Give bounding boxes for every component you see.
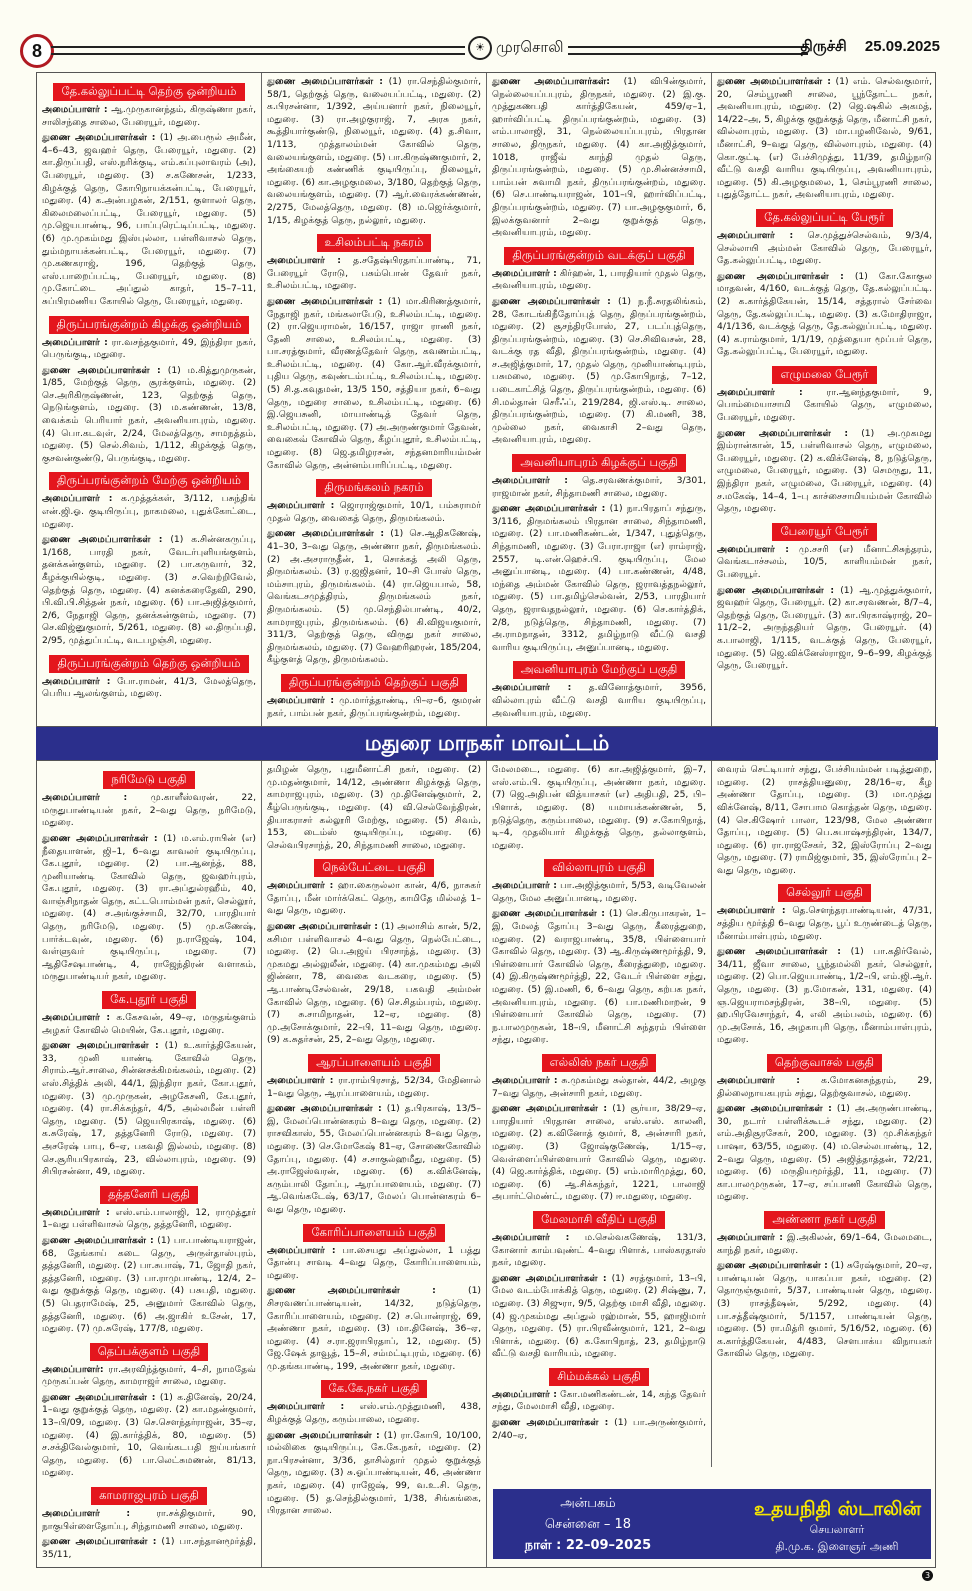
entry-text: தெ.சௌந்தரபாண்டியன், 47/31, சத்திய மூர்த்தி 6–வது தெரு, பூப் உருண்டைத் தெரு, மீனாம்பாள்புரம், மதுரை.	[717, 905, 933, 942]
section-heading-text: கே.கே.நகர் பகுதி	[321, 1380, 428, 1398]
entry-text: (1) ம.எம்.ராபின் (எ) நீதையாளன், ஜி–1, 6–வது காவலர் குடியிருப்பு, கே.புதூர், மதுரை. (2) பா.ஆனந்த், 88, முனியாண்டி கோவில் தெரு, ஜவஹர்புரம், கே.புதூர், மதுரை. (3) ரா.அப்துல்ரஹீம், 40, வாஞ்சிநாதன் தெரு, கட்டபொம்மன் நகர், செல்லூர், மதுரை. (4) ச.அங்குச்சாமி, 32/70, பாரதியார் தெரு, நரிமேடு, மதுரை. (5) மு.கணேஷ், பார்க்டவுன், மதுரை. (6) ந.ராஜேஷ், 104, வள்ளுவர் குடியிருப்பு, மதுரை. (7) ஆதிசேஷபாண்டி, 4, ராஜேந்திரன் வளாகம், மருதுபாண்டியர் நகர், மதுரை.	[42, 832, 257, 983]
entry-label: துணை அமைப்பாளர்கள் :	[267, 1285, 436, 1297]
appointment-entry	[267, 76, 481, 227]
appointment-entry	[267, 1285, 481, 1373]
entry-label: அமைப்பாளர் :	[267, 255, 341, 267]
page-number: 8	[20, 34, 54, 68]
entry-label: அமைப்பாளர் :	[42, 336, 108, 348]
appointment-entry	[267, 500, 481, 525]
entry-text: ரா.வசந்தகுமார், 49, இந்திரா நகர், பெருங்குடி, மதுரை.	[42, 336, 256, 361]
section-heading	[717, 520, 932, 541]
appointment-entry	[42, 1235, 256, 1336]
section-heading-text: அவனியாபுரம் மேற்குப் பகுதி	[513, 661, 686, 679]
appointment-entry	[42, 365, 256, 466]
section-heading-text: செல்லூர் பகுதி	[778, 884, 871, 902]
date-line: நாள் : 22–09–2025	[524, 1538, 652, 1554]
section-heading-text: திருமங்கலம் நகரம்	[316, 479, 431, 497]
section-heading-text: அவனியாபுரம் கிழக்குப் பகுதி	[512, 454, 685, 472]
appointment-entry	[42, 1392, 256, 1480]
column	[37, 73, 262, 726]
entry-text: எஸ்.எம்.முத்துமணி, 438, கிழக்குத் தெரு, கரும்பாலை, மதுரை.	[267, 1401, 482, 1426]
entry-text: (1) எம். செல்வகுமார், 20, செம்பூரணி சாலை, பூந்தோட்ட நகர், அவனியாபுரம், மதுரை. (2) ஜெ.ஷகில் அகமத், 14/22–அ, 5, கிழக்கு குறுக்குத் தெரு, மீனாட்சி நகர், வில்லாபுரம், மதுரை. (3) மா.பழனிவேல், 9/61, மீனாட்சி, 9–வது தெரு, வில்லாபுரம், மதுரை. (4) கொ.குட்டி (எ) பேச்சிமுத்து, 11/39, தமிழ்நாடு வீட்டு வசதி வாரிய குடியிருப்பு, அவனியாபுரம், மதுரை. (5) கி.அழகுமலை, 1, செம்பூரணி சாலை, புதுத்தோட்ட நகர், அவனியாபுரம், மதுரை.	[717, 76, 932, 201]
appointment-entry	[717, 764, 932, 877]
appointment-entry	[42, 1508, 256, 1533]
section-heading-text: திருப்பரங்குன்றம் மேற்கு ஒன்றியம்	[49, 472, 249, 490]
section-heading-text: கே.புதூர் பகுதி	[102, 991, 196, 1009]
section-heading	[717, 1208, 932, 1229]
entry-text: க.மோகனசுந்தரம், 29, தில்லைநாயகபுரம் சந்து, தெற்குவாசல், மதுரை.	[717, 1075, 933, 1099]
entry-label: துணை அமைப்பாளர்கள் :	[267, 295, 383, 307]
entry-text: (1) சூர்யா, 38/29–ஏ, பாரதியார் பிரதான சாலை, எஸ்.எஸ். காலனி, மதுரை. (2) க.வினோத் குமார், 8, அன்சாரி நகர், மதுரை. (3) ஜோஷ்குணேஷ், 1/15–ஏ, வெள்ளைப்பிள்ளையார் கோவில் தெரு, மதுரை. (4) ஜெ.கார்த்திக், மதுரை. (5) எம்.மாரிமுத்து, 60, மதுரை. (6) ஆ.சிக்கந்தர், 1221, பாலாஜி அபார்ட்மெண்ட், மதுரை. (7) ஈ.மதுரை, மதுரை.	[492, 1103, 707, 1203]
section-heading	[42, 988, 256, 1009]
section-heading-text: நெல்பேட்டை பகுதி	[314, 859, 434, 877]
appointment-entry	[42, 792, 256, 830]
entry-label: துணை அமைப்பாளர்கள் :	[492, 295, 611, 307]
appointment-entry	[267, 255, 481, 293]
entry-label: துணை அமைப்பாளர்கள் :	[267, 921, 378, 933]
entry-text: ரா.ஆனந்தகுமார், 9, பொம்மையாசாமி கோயில் தெரு, எழுமலை, பேரையூர், மதுரை.	[717, 386, 933, 424]
entry-text: (1) செ.ஆதிகணேஷ், 41–30, 3–வது தெரு, அண்ணா நகர், திருமங்கலம். (2) அ.அசராருதீன், 1, சொக்கத் அலி தெரு, திருமங்கலம். (3) ர.ஜஜிதனர், 10–சி போஸ் தெரு, மம்சாபுரம், திருமங்கலம். (4) ரா.ஜெயபால், 58, வெங்கடசமுத்திரம், திருமங்கலம் நகர், திருமங்கலம். (5) மு.செந்தில்பாண்டி, 40/2, காமராஜபுரம், திருமங்கலம். (6) கி.விஜயகுமார், 311/3, தெற்குத் தெரு, விருது நகர் சாலை, திருமங்கலம், மதுரை. (7) வேஹரிஹரன், 185/204, கீழ்குளத் தெரு, திருமங்கலம்.	[267, 528, 482, 666]
section-heading-text: தத்தனேரி பகுதி	[100, 1186, 198, 1204]
section-heading-text: காமராஜபுரம் பகுதி	[91, 1487, 207, 1505]
entry-text: செ.முத்துச்செல்வம், 9/3/4, செல்லாயி அம்மன் கோவில் தெரு, பேரையூர், தே.கல்லுப்பட்டி, மதுரை.	[717, 229, 932, 267]
entry-text: (1) சிசரவணப்பாண்டியன், 14/32, நடுத்தெரு, கோரிப்பாளையம், மதுரை. (2) ச.பொன்ராஜ், 69, அண்ணா நகர், மதுரை. (3) மா.தினேஷ், 36–ஏ, மதுரை. (4) ச.ரா.ஜராபிரதாப், 12, மதுரை. (5) ஜே.ஷேக் தாவூத், 15–சி, சம்மட்டிபுரம், மதுரை. (6) மு.தங்கபாண்டி, 199, அண்ணா நகர், மதுரை.	[267, 1285, 481, 1372]
entry-text: (1) உ.கார்த்திகேயன், 33, முனி யாண்டி கோவில் தெரு, சிராம்.ஆர்.சாலை, சின்னசக்கிமங்கலம், மதுரை. (2) எஸ்.சித்திக் அலி, 44/1, இந்திரா நகர், கோ.புதூர், மதுரை. (3) மு.முருகன், அழகேசனி, கே.புதூர், மதுரை. (4) ரா.சிக்கந்தர், 4/5, அல்லமீன் பள்ளி தெரு, மதுரை. (5) ஜெயபிரகாஷ், மதுரை. (6) க.சுரேஷ், 17, தத்தனேரி ரோடு, மதுரை. (7) அசரேஷ் பாபு, 6–ஏ, பகவதி இல்லம், மதுரை. (8) செ.சூரியபிரகாஷ், 23, வில்லாபுரம், மதுரை. (9) சிபிரசன்னா, 49, மதுரை.	[42, 1040, 257, 1178]
section-heading	[42, 1484, 256, 1505]
entry-label: அமைப்பாளர் :	[492, 682, 572, 694]
entry-label: துணை அமைப்பாளர்கள் :	[42, 1536, 157, 1548]
section-heading-text: சிம்மக்கல் பகுதி	[549, 1368, 649, 1386]
section-heading-text: தெப்பக்குளம் பகுதி	[90, 1343, 208, 1361]
entry-label: அமைப்பாளர் :	[42, 675, 111, 687]
entry-text: கோ.மணிகண்டன், 14, கந்த தேவர் சந்து, மேலமாசி வீதி, மதுரை.	[492, 1388, 707, 1413]
entry-label: துணை அமைப்பாளர்கள் :	[42, 832, 158, 844]
section-heading	[492, 1051, 706, 1072]
appointment-entry	[717, 1075, 932, 1100]
appointment-entry	[267, 1245, 481, 1283]
place-line: அன்பகம்	[560, 1496, 616, 1512]
appointment-entry	[717, 585, 932, 673]
section-heading	[717, 881, 932, 902]
section-heading-text: எழுமலை பேரூர்	[772, 366, 876, 384]
entry-text: (1) பா.அருண்குமார், 2/40–ஏ,	[492, 1417, 706, 1441]
masthead	[468, 36, 564, 60]
appointment-entry	[492, 1103, 706, 1204]
appointment-entry	[717, 271, 932, 359]
appointment-entry	[42, 1536, 256, 1561]
entry-label: துணை அமைப்பாளர்கள் :	[42, 132, 156, 144]
entry-text: (1) பா.கதிர்வேல், 34/11, ஜீவா சாலை, பூந்தமல்லி நகர், செல்லூர், மதுரை. (2) பொ.ஜெயபாண்டி, 1/2–பி, எம்.ஜி.ஆர். தெரு, மதுரை. (3) ந.மோகன், 131, மதுரை. (4) ஞ.ஜெயராமசந்திரன், 38–பி, மதுரை. (5) ஹ.பிரவேசாந்தர், 4, எலி அம்பலம், மதுரை. (6) மு.அசோக், 16, அழகாபுரி தெரு, மீனாம்பாள்புரம், மதுரை.	[717, 946, 932, 1046]
section-heading	[717, 206, 932, 227]
appointment-entry	[492, 880, 706, 905]
entry-label: அமைப்பாளர் :	[717, 229, 794, 241]
entry-label: துணை அமைப்பாளர்கள் :	[42, 364, 161, 376]
section-heading-text: தே.கல்லுப்பட்டி பேரூர்	[756, 209, 893, 227]
section-heading	[267, 856, 481, 877]
section-heading-text: கோரிப்பாளையம் பகுதி	[303, 1224, 444, 1242]
appointment-entry	[492, 475, 706, 500]
entry-label: துணை அமைப்பாளர்கள் :	[717, 584, 834, 596]
entry-text: இ.அகிலன், 69/1–64, மேலமடை, காந்தி நகர், மதுரை.	[717, 1231, 932, 1256]
entry-label: அமைப்பாளர் :	[267, 1244, 336, 1256]
entry-label: துணை அமைப்பாளர்கள் :	[717, 270, 844, 282]
section-heading	[717, 363, 932, 384]
section-heading-text: நரிமேடு பகுதி	[103, 771, 194, 789]
section-heading-text: வில்லாபுரம் பகுதி	[544, 859, 654, 877]
entry-text: (1) ரா.கோபி, 10/100, மல்லிகை குடியிருப்பு, கே.கே.நகர், மதுரை. (2) நா.பிரசன்னா, 3/36, தாசில்தார் முதல் குறுக்குத் தெரு, மதுரை. (3) சு.ஓப்பாண்டியன், 46, அண்ணா நகர், மதுரை. (4) ராஜேஷ், 99, வ.உ.சி. தெரு, மதுரை. (5) த.செந்தில்குமார், 1/38, சிங்கங்கை, பிரதான சாலை.	[267, 1429, 481, 1517]
district-banner: மதுரை மாநகர் மாவட்டம்	[36, 727, 938, 760]
section-heading-text: திருப்பரங்குன்றம் வடக்குப் பகுதி	[504, 247, 693, 265]
entry-label: அமைப்பாளர்:	[42, 1363, 104, 1375]
entry-label: அமைப்பாளர் :	[492, 1075, 558, 1086]
entry-text: (1) மா.கிரிணத்குமார், நேதாஜி நகர், மங்கலாபேடு, உசிலம்பட்டி, மதுரை. (2) ரா.ஜெயராமன், 16/157, ராஜா ராணி நகர், தேனி சாலை, உசிலம்பட்டி, மதுரை. (3) பா.சரத்குமார், வீரணத்தேவர் தெரு, கவணம்பட்டி, உசிலம்பட்டி, மதுரை. (4) கோ.ஆர்.வீரக்குமார், புதிய தெரு, கவுண்டம்பட்டி, உசிலம்பட்டி, மதுரை. (5) சி.த.கவுதமன், 13/5 150, சத்தியா நகர், 6–வது தெரு, மதுரை சாலை, உசிலம்பட்டி, மதுரை. (6) இ.ஜெயசுனி, மாயாண்டித் தேவர் தெரு, உசிலம்பட்டி, மதுரை. (7) அ.அருண்குமார் தேவன், வைகைவ் கோவில் தெரு, கீழப்புதூர், உசிலம்பட்டி, மதுரை. (8) ஜெ.தமிழரசன், சந்தனமாரியம்மன் கோவில் தெரு, அன்னம்பாரிப்பட்டி, மதுரை.	[267, 295, 482, 471]
entry-text: ஜொராஜ்குமார், 10/1, பம்சுராமர் முதல் தெரு, வைகைத் தெரு, திருமங்கலம்.	[267, 500, 482, 524]
entry-label: அமைப்பாளர் :	[717, 386, 803, 398]
signatory-organization: தி.மு.க. இளைஞர் அணி	[775, 1540, 899, 1554]
column	[37, 761, 262, 1567]
appointment-entry	[492, 764, 706, 852]
section-heading-text: அண்ணா நகர் பகுதி	[764, 1211, 884, 1229]
section-heading	[717, 1051, 932, 1072]
masthead-title: முரசொலி	[496, 38, 564, 56]
entry-text: ஹா.கைருல்லா கான், 4/6, நாசுகர் தோப்பு, மீன் மார்க்கெட் தெரு, காமிதே மில்லத் 1–வது தெரு, மதுரை.	[267, 880, 481, 917]
entry-label: அமைப்பாளர் :	[717, 905, 786, 917]
entry-label: துணை அமைப்பாளர்கள் :	[267, 1429, 380, 1441]
entry-label: அமைப்பாளர் :	[492, 880, 557, 892]
column	[262, 73, 487, 726]
entry-label: அமைப்பாளர் :	[42, 104, 108, 115]
entry-text: எஸ்.எம்.பாலாஜி, 12, ராமுத்தூர் 1–வது பள்ளிவாசல் தெரு, தத்தனேரி, மதுரை.	[42, 1206, 257, 1231]
entry-label: துணை அமைப்பாளர்கள் :	[492, 1103, 608, 1115]
section-heading	[267, 231, 481, 252]
entry-text: க.கேசவன், 49–ஏ, மருதங்குளம் அழகர் கோவில் மெயின், கே.புதூர், மதுரை.	[42, 1012, 256, 1036]
section-heading	[42, 1340, 256, 1361]
appointment-entry	[42, 337, 256, 362]
top-section	[36, 72, 936, 727]
section-heading-text: ஆரப்பாளையம் பகுதி	[308, 1054, 440, 1072]
section-heading	[267, 1051, 481, 1072]
header-rule	[51, 46, 465, 55]
appointment-entry	[492, 682, 706, 720]
entry-label: துணை அமைப்பாளர்கள் :	[717, 1260, 828, 1272]
section-heading-text: திருப்பரங்குன்றம் தெற்குப் பகுதி	[281, 674, 467, 692]
entry-text: மேலமடை, மதுரை. (6) கா.அஜித்குமார், இ–7, எஸ்.எம்.பி. குடியிருப்பு, அண்ணா நகர், மதுரை. (7) ஜெ.அதிபன் வித்யாசகர் (எ) அதிபதி, 25, பி–பிளாக், மதுரை. (8) யமாயக்கண்ணன், 5, நடுத்தெரு, கரும்பாலை, மதுரை. (9) ச.கோபிநாத், டி–4, முதலியார் கிழக்குத் தெரு, தல்லாகுளம், மதுரை.	[492, 764, 706, 851]
entry-label: துணை அமைப்பாளர்கள் :	[717, 427, 849, 439]
entry-text: (1) அலாசிம் கான், 5/2, கசிமா பள்ளிவாசல் 4–வது தெரு, நெல்பேட்டை, மதுரை. (2) பெ.அஜய் பிரசாந்த், மதுரை. (3) முகமது அல்லுலீன், மதுரை. (4) கா.முகம்மது அலி ஜின்னா, 78, வைகை வடகரை, மதுரை. (5) ஆ.பாண்டிசேல்வன், 29/18, பகவதி அம்மன் கோவில் தெரு, மதுரை. (6) செ.சிதம்பரம், மதுரை. (7) சு.சாமிநாதன், 12–ஏ, மதுரை. (8) மு.அசோக்குமார், 22–பி, 11–வது தெரு, மதுரை. (9) க.சுதர்சன், 25, 2–வது தெரு, மதுரை.	[267, 921, 481, 1046]
entry-text: சு.முகம்மது சுல்தான், 44/2, அழகு 7–வது தெரு, அன்சாரி நகர், மதுரை.	[492, 1075, 707, 1099]
entry-label: அமைப்பாளர் :	[717, 543, 789, 555]
entry-text: க.முத்தக்கள், 3/112, பசுந்திங் என்.ஜி.ஓ. குடியிருப்பு, நாகமலை, புதுக்கோட்டை, மதுரை.	[42, 493, 256, 530]
appointment-entry	[492, 1075, 706, 1100]
entry-text: ரா.சக்திகுமார், 90, நாகுபிள்ளைதோப்பு, சிந்தாமணி சாலை, மதுரை.	[42, 1508, 257, 1532]
entry-label: அமைப்பாளர் :	[492, 475, 568, 487]
entry-label: துணை அமைப்பாளர்கள் :	[717, 76, 831, 87]
column	[712, 73, 937, 726]
appointment-entry	[267, 1075, 481, 1100]
section-heading-text: பேரையூர் பேரூர்	[772, 523, 876, 541]
appointment-entry	[492, 908, 706, 1047]
appointment-entry	[42, 104, 256, 129]
section-heading	[492, 1365, 706, 1386]
section-heading	[492, 1208, 706, 1229]
appointment-entry	[42, 1012, 256, 1037]
entry-label: அமைப்பாளர் :	[267, 500, 335, 512]
signatory-designation: செயலாளர்	[809, 1523, 865, 1537]
entry-text: (1) க.தினேஷ், 20/24, 1–வது குறுக்குத் தெரு, மதுரை. (2) கா.மதன்குமார், 13–பி/09, மதுரை. (3) செ.சௌந்தர்ராஜன், 35–ஏ, மதுரை. (4) இ.கார்த்திக், 80, மதுரை. (5) ச.சக்திவேல்குமார், 10, வெங்கடபதி ஐய்யங்கார் தெரு, மதுரை. (6) பா.லெட்சுமணன், 81/13, மதுரை.	[42, 1391, 257, 1479]
appointment-entry	[42, 1207, 256, 1232]
entry-text: ரா.அரவிந்த்குமார், 4–சி, நாமதேவ் முருகப்பன் தெரு, காமராஜர் சாலை, மதுரை.	[42, 1363, 256, 1388]
entry-text: ஆ.முருகானந்தம், கிருஷ்ணா நகர், சாலிசந்தை சாலை, பேரையூர், மதுரை.	[42, 104, 257, 128]
entry-text: (1) த.பிரகாஷ், 13/5–இ, மேலப்பொன்னகரம் 8–வது தெரு, மதுரை. (2) ராசவிகாஸ், 55, மேலப்பொன்னகரம் 8–வது தெரு, மதுரை. (3) செ.மோகேஷ் 81–ஏ, சோணைகோவில் தோப்பு, மதுரை. (4) ச.சாகுல்ஹமீது, மதுரை. (5) அ.ராஜேஸ்வரன், மதுரை. (6) க.விக்னேஷ், கரும்பாலி தோப்பு, ஆரப்பாளையம், மதுரை. (7) ஆ.வெங்கடேஷ், 63/17, மேலப் பொன்னகரம் 6–வது தெரு, மதுரை.	[267, 1103, 481, 1215]
section-heading	[492, 658, 706, 679]
column	[487, 761, 712, 1467]
section-heading	[492, 856, 706, 877]
entry-label: அமைப்பாளர் :	[42, 1012, 111, 1024]
entry-label: துணை அமைப்பாளர்கள் :	[717, 946, 841, 958]
section-heading	[267, 476, 481, 497]
entry-text: வைரம் செட்டியார் சந்து, பேச்சியம்மன் படித்துறை, மதுரை. (2) ராசத்தியனுரை, 28/16–ஏ, கீழ அண்ணா தோப்பு, மதுரை. (3) மா.முத்து விக்னேஷ், 8/11, சோபாம கொத்தன் தெரு, மதுரை. (4) செ.கிஷோர் பாலா, 123/98, மேல அண்ணா தோப்பு, மதுரை. (5) பெ.சுபாஷ்சந்திரன், 134/7, மதுரை. (6) ரா.ராஜசேகர், 32, இஸ்ரோப்பு 2–வது தெரு, மதுரை. (7) ராமிஜ்குமார், 35, இஸ்ரோப்பு 2–வது தெரு, மதுரை.	[717, 764, 932, 876]
entry-text: (1) பா.சந்தானமூர்த்தி, 35/11,	[42, 1536, 257, 1560]
section-heading	[492, 244, 706, 265]
appointment-entry	[717, 905, 932, 943]
appointment-entry	[267, 296, 481, 472]
entry-text: (1) ம.கித்துமுருகன், 1/85, மேற்குத் தெரு, சூரக்குளம், மதுரை. (2) செ.அரிகிருஷ்ணன், 123, தெற்குத் தெரு, நெடுங்குளம், மதுரை. (3) ம.கண்ணன், 13/8, வைக்கம் பெரியார் நகர், அவனியாபுரம், மதுரை. (4) பொ.கடவுள், 2/24, மேலத்தெரு, சாமநத்தம், மதுரை. (5) செல்.சிவம், 1/112, கிழக்குத் தெரு, குசவன்குண்டு, பெருங்குடி, மதுரை.	[42, 364, 257, 464]
appointment-entry	[42, 132, 256, 308]
section-heading	[42, 652, 256, 673]
entry-text: (1) ரா.செந்தில்குமார், 58/1, தெற்குத் தெரு, வலையப்பட்டி, மதுரை. (2) க.பிரசன்னா, 1/392, அய்யனார் நகர், நிலையூர், மதுரை. (3) ரா.அழகுராஜ், 7, அரசு நகர், கூத்தியார்குண்டு, நிலையூர், மதுரை. (4) த.சிவா, 1/113, முத்தாலம்மன் கோவில் தெரு, வலையங்குளம், மதுரை. (5) பா.கிருஷ்ணகுமார், 2, அங்கையற் கண்ணிக் குடியிருப்பு, நிலையூர், மதுரை. (6) கா.அழகுமலை, 3/180, தெற்குத் தெரு, வலையங்குளம், மதுரை. (7) ஆர்.வைரக்கண்ணன், 2/275, மேலத்தெரு, மதுரை. (8) ம.ஜெர்க்குமார், 1/15, கிழக்குத் தெரு, நல்லூர், மதுரை.	[267, 76, 482, 226]
section-heading-text: தே.கல்லுப்பட்டி தெற்கு ஒன்றியம்	[53, 83, 244, 101]
section-heading	[42, 313, 256, 334]
entry-text: போ.ராமன், 41/3, மேலத்தெரு, பெரிய ஆலங்குளம், மதுரை.	[42, 675, 256, 700]
edition-info	[787, 38, 941, 57]
entry-text: (1) நா.பிரதாப் சந்துரு, 3/116, திருமங்கலம் பிரதான சாலை, சிந்தாமணி, மதுரை. (2) பா.மணிகண்டன், 1/347, புதுத்தெரு, சிந்தாமணி, மதுரை. (3) பேரா.ராஜா (எ) ராம்ராஜ், 2557, டி.என்.ஹெச்.பி. குடியிருப்பு, மேல அனுப்பானடி, மதுரை. (4) பா.கண்ணன், 4/48, மந்தை அம்மன் கோவில் தெரு, ஜராவத்தநல்லூர், மதுரை. (5) பா.தமிழ்செல்வன், 2/53, பாரதியார் தெரு, ஜராவதநல்லூர், மதுரை. (6) செ.கார்த்திக், 2/8, நடுத்தெரு, சிந்தாமணி, மதுரை. (7) அ.ராமநாதன், 3312, தமிழ்நாடு வீட்டு வசதி வாரிய குடியிருப்பு, அனுப்பானடி, மதுரை.	[492, 503, 707, 653]
bottom-section	[36, 760, 936, 1568]
rising-sun-emblem-icon: ☀	[468, 36, 492, 60]
entry-text: (1) சுரேஷ்குமார், 20–ஏ, பாண்டியன் தெரு, யாகப்பா நகர், மதுரை. (2) தொருஞ்குமார், 5/37, பாண்டியன் தெரு, மதுரை. (3) ராசத்தீஷன், 5/292, மதுரை. (4) பா.சத்தீஷ்குமார், 5/1157, பாண்டியன் தெரு, மதுரை. (5) ரா.மித்ரி குமார், 5/16/52, மதுரை. (6) க.கார்த்திகேயன், 4/483, சௌபாக்ய விநாயகர் கோவில் தெரு, மதுரை.	[717, 1260, 933, 1360]
entry-text: (1) செ.கிருபாகரன், 1–இ, மேலத் தோப்பு 3–வது தெரு, கீரைத்துறை, மதுரை. (2) வராஜபாண்டி, 35/8, பிள்ளையார் கோவில் தெரு, மதுரை. (3) ஆ.கிருஷ்ணமூர்த்தி, 9, பிள்ளையார் கோவில் தெரு, கீரைத்துறை, மதுரை. (4) இ.கிருஷ்ணமூர்த்தி, 22, வேடர் பிள்ளை சந்து, மதுரை. (5) இ.மணி, 6, 6–வது தெரு, கற்பக நகர், அவனியாபுரம், மதுரை. (6) பா.மணிமாறன், 9 பிள்ளையார் கோவில் தெரு, மதுரை. (7) ந.பாலமுருகன், 18–பி, மீனாட்சி சுந்தரம் பிள்ளை சந்து, மதுரை.	[492, 908, 707, 1046]
signatory-name: உதயநிதி ஸ்டாலின்	[753, 1498, 921, 1521]
entry-label: துணை அமைப்பாளர்கள் :	[492, 908, 605, 920]
entry-label: துணை அமைப்பாளர்கள் :	[492, 1272, 607, 1284]
appointment-entry	[492, 503, 706, 654]
appointment-entry	[717, 1103, 932, 1204]
entry-label: அமைப்பாளர் :	[42, 1508, 131, 1520]
section-heading	[267, 1377, 481, 1398]
entry-text: தெ.சரவணக்குமார், 3/301, ராஜமான் நகர், சிந்தாமணி சாலை, மதுரை.	[492, 475, 706, 499]
appointment-entry	[42, 493, 256, 531]
entry-label: அமைப்பாளர் :	[267, 880, 334, 892]
entry-label: துணை அமைப்பாளர்கள் :	[42, 1040, 159, 1052]
appointment-entry	[717, 428, 932, 516]
section-heading	[492, 451, 706, 472]
column	[712, 761, 937, 1467]
appointment-entry	[267, 921, 481, 1047]
section-heading	[267, 1221, 481, 1242]
entry-label: அமைப்பாளர் :	[492, 1231, 570, 1243]
entry-text: மு.மார்த்தாண்டி, பி–ஏ–6, குமரன் நகர், பாம்பன் நகர், திருப்பரங்குன்றம், மதுரை.	[267, 694, 482, 719]
entry-text: (1) அ.அருண்பாண்டி, 30, நடார் பள்ளிக்கூடச் சந்து, மதுரை. (2) எம்.அதிசூரசேகர், 200, மதுரை. (3) மு.சிக்கந்தர் பாஷா, 63/55, மதுரை. (4) ம.செல்லபாண்டி, 12, 2–வது தெரு, மதுரை. (5) அஜித்தாத்தன், 72/21, மதுரை. (6) மருதியமூர்த்தி, 11, மதுரை. (7) கா.பாலமுருகன், 17–ஏ, சப்பாணி கோவில் தெரு, மதுரை.	[717, 1103, 933, 1203]
section-heading-text: மேலமாசி வீதிப் பகுதி	[533, 1211, 665, 1229]
appointment-entry	[717, 1232, 932, 1257]
appointment-entry	[267, 1103, 481, 1216]
entry-text: (1) ஆ.முத்துக்குமார், ஜவஹர் தெரு, பேரையூர். (2) கா.சரவணன், 8/7–4, தெற்குத் தெரு, பேரையூர். (3) கா.பிரகாஷ்ராஜ், 20–11/2–2, அருந்ததியர் தெரு, பேரையூர். (4) க.பாலாஜி, 1/115, வடக்குத் தெரு, பேரையூர், மதுரை. (5) ஜெ.விக்னேஸ்ராஜா, 9–6–99, கிழக்குத் தெரு, பேரையூர்.	[717, 584, 933, 672]
appointment-entry	[42, 1364, 256, 1389]
entry-label: அமைப்பாளர் :	[42, 493, 113, 505]
entry-label: துணை அமைப்பாளர்கள்:	[492, 76, 610, 87]
section-heading	[42, 768, 256, 789]
appointment-entry	[492, 1417, 706, 1442]
header-rule	[568, 46, 808, 55]
appointment-entry	[42, 833, 256, 984]
entry-text: (1) அ.பைரூல் அமீன், 4–6–43, ஜவஹர் தெரு, பேரையூர், மதுரை. (2) கா.திருப்பதி, எஸ்.நரிக்குடி, எம்.கப்புலாவரம் (அ), பேரையூர், மதுரை. (3) ச.கணேசன், 1/233, கிழக்குத் தெரு, கோபிநாயக்கன்பட்டி, பேரையூர், மதுரை. (4) க.அன்பழகன், 2/151, குளாலர் தெரு, கிலைமலைப்பட்டி, பேரையூர், மதுரை. (5) மு.ஜெயபாண்டி, 96, பாப்புரெட்டிப்பட்டி, மதுரை. (6) மு.முகம்மது இஸ்புல்லா, பள்ளிவாசல் தெரு, தும்மநாயக்கன்பட்டி, பேரையூர், மதுரை. (7) மு.கணகராஜ், 196, தெற்குத் தெரு, எஸ்.பாறைப்பட்டி, பேரையூர், மதுரை. (8) மு.கோட்டை அப்துல் காதர், 15–7–11, சுப்பிரமணிய கோயில் தெரு, பேரையூர், மதுரை.	[42, 132, 257, 307]
section-heading	[42, 1183, 256, 1204]
entry-label: அமைப்பாளர் :	[267, 1075, 334, 1086]
entry-text: த.சதேஷ்பிரதாப்பாண்டி, 71, பேரையூர் ரோடு, பசும்பொன் தேவர் நகர், உசிலம்பட்டி, மதுரை.	[267, 255, 482, 292]
entry-text: (1) கோ.கோகுல மாதவன், 4/160, வடக்குத் தெரு, தே.கல்லுப்பட்டி. (2) க.கார்த்திகேயன், 15/14, சத்தரால் சேர்வை தெரு, தே.கல்லுப்பட்டி, மதுரை. (3) க.மோதிராஜா, 4/1/136, வடக்குத் தெரு, தே.கல்லுப்பட்டி, மதுரை. (4) க.ராம்குமார், 1/1/19, முத்தையா மூப்பர் தெரு, தே.கல்லுப்பட்டி, பேரையூர், மதுரை.	[717, 270, 932, 358]
section-heading	[42, 80, 256, 101]
appointment-entry	[492, 296, 706, 447]
edition-date: 25.09.2025	[864, 38, 940, 55]
entry-label: அமைப்பாளர் :	[267, 1401, 345, 1413]
entry-text: த.வினோத்குமார், 3956, வில்லாபுரம் வீட்டு வசதி வாரிய குடியிருப்பு, அவனியாபுரம், மதுரை.	[492, 682, 707, 719]
entry-label: அமைப்பாளர் :	[492, 267, 557, 279]
entry-text: (1) ந.நீ.சுரதலிங்கம், 28, கோடங்கிநீதோப்புத் தெரு, திருப்பரங்குன்றம், மதுரை. (2) சூசந்திரபோஸ், 27, படப்புத்தெரு, திருப்பரங்குன்றம், மதுரை. (3) செ.சிவிவசன், 28, வடக்கு ரத வீதி, திருப்பரங்குன்றம், மதுரை. (4) ச.அஜித்குமார், 17, முதல் தெரு, முனியாண்டிபுரம், பசுமலை, மதுரை. (5) மு.கோபிநாத், 7–12, படைகாட்சித் தெரு, திருப்பரங்குன்றம், மதுரை. (6) சி.மல்தான் செரீஃப், 219/284, ஜி.எஸ்.டி. சாலை, திருப்பரங்குன்றம், மதுரை. (7) கி.மணி, 38, முல்லை நகர், வைகாசி 2–வது தெரு, அவனியாபுரம், மதுரை.	[492, 295, 706, 446]
section-heading-text: எல்லிஸ் நகர் பகுதி	[542, 1054, 657, 1072]
entry-text: (1) க.சின்னகருப்பு, 1/168, பாரதி நகர், வேடர்புளியங்குளம், தனக்கன்குளம், மதுரை. (2) பா.கருவார், 32, கீழக்குயில்குடி, மதுரை. (3) ச.வெற்றிவேல், தெற்குத் தெரு, மதுரை. (4) கனக்கரைதேவி, 290, பி.வி.பி.சித்தன் நகர், மதுரை. (6) பா.அஜித்குமார், 2/6, நேதாஜி தெரு, தனக்கன்குளம், மதுரை. (7) செ.விஜ்னுகுமார், 5/261, மதுரை. (8) ல.திருப்பதி, 2/95, முத்துப்பட்டி, வடபழஞ்சி, மதுரை.	[42, 534, 257, 646]
appointment-entry	[267, 695, 481, 720]
entry-label: துணை அமைப்பாளர்கள் :	[267, 528, 384, 540]
entry-label: அமைப்பாளர் :	[717, 1075, 800, 1086]
section-heading	[267, 671, 481, 692]
appointment-entry	[42, 534, 256, 647]
city-line: சென்னை – 18	[544, 1517, 632, 1533]
appointment-entry	[717, 544, 932, 582]
appointment-entry	[492, 76, 706, 240]
appointment-entry	[267, 880, 481, 918]
appointment-entry	[492, 268, 706, 293]
entry-label: அமைப்பாளர் :	[42, 792, 128, 804]
page-header	[20, 34, 940, 72]
appointment-entry	[267, 528, 481, 667]
column	[487, 73, 712, 726]
section-heading-text: திருப்பரங்குன்றம் கிழக்கு ஒன்றியம்	[49, 316, 250, 334]
entry-text: மு.சசரி (எ) மீனாட்சிசுந்தரம், வெங்கடாச்சலம், 10/5, காளியம்மன் நகர், பேரையூர்.	[717, 543, 932, 580]
entry-text: கிர்ஹன், 1, பாரதியார் முதல் தெரு, அவனியாபுரம், மதுரை.	[492, 267, 707, 292]
entry-label: துணை அமைப்பாளர்கள் :	[267, 76, 383, 87]
entry-label: துணை அமைப்பாளர்கள் :	[492, 1417, 609, 1429]
entry-text: (1) பா.பாண்டியராஜன், 68, தேங்காய் கடை தெரு, அருள்தாஸ்புரம், தத்தனேரி, மதுரை. (2) பா.சுபாஷ், 71, ஜோதி நகர், தத்தனேரி, மதுரை. (3) பா.ராமுபாண்டி, 12/4, 2–வது குறுக்குத் தெரு, மதுரை. (4) பசுபதி, மதுரை. (5) பெதராமேஷ், 25, அனுமார் கோவில் தெரு, தத்தனேரி, மதுரை. (6) அ.ஜாகிர் உசேன், 17, மதுரை. (7) மு.சுரேஷ், 177/8, மதுரை.	[42, 1234, 256, 1335]
entry-text: தமிழன் தெரு, புதுமீனாட்சி நகர், மதுரை. (2) மு.மதன்குமார், 14/12, அண்ணா கிழக்குத் தெரு, காமராஜபுரம், மதுரை. (3) மு.தினேஷ்குமார், 2, கீழ்பெருங்குடி, மதுரை. (4) வி.செல்வேந்திரன், தியாகராசர் கல்லூரி மேற்கு, மதுரை. (5) சிவம், 153, டைம்ஸ் குடியிருப்பு, மதுரை. (6) செல்வபிரசாந்த், 20, சிந்தாமணி சாலை, மதுரை.	[267, 764, 481, 851]
appointment-entry	[267, 1430, 481, 1518]
edition-city: திருச்சி	[800, 38, 847, 55]
entry-text: (1) அ.முகமது இம்ரான்கான், 15, பள்ளிவாசல் தெரு, எழுமலை, பேரையூர், மதுரை. (2) க.விக்னேஷ், 8, நடுத்தெரு, எழுமலை, பேரையூர், மதுரை. (3) செமருது, 11, இந்திரா நகர், எழுமலை, பேரையூர், மதுரை. (4) ச.மகேஷ், 14–4, 1–பு காச்சைசாமியம்மன் கோவில் தெரு, மதுரை.	[717, 427, 932, 515]
appointment-entry	[717, 387, 932, 425]
entry-label: அமைப்பாளர் :	[492, 1388, 557, 1400]
entry-text: பா.சையது அப்துல்லா, 1 பத்து தோன்பு சாவடி 4–வது தெரு, கோரிப்பாளையம், மதுரை.	[267, 1244, 482, 1281]
appointment-entry	[492, 1389, 706, 1414]
appointment-entry	[717, 76, 932, 202]
entry-text: ம.செல்வகணேஷ், 131/3, கோனார் காம்பவுண்ட் 4–வது பிளாக், பாஸ்கரதாஸ் நகர், மதுரை.	[492, 1231, 707, 1269]
appointment-entry	[492, 1273, 706, 1361]
section-heading-text: உசிலம்பட்டி நகரம்	[317, 234, 432, 252]
entry-label: துணை அமைப்பாளர்கள் :	[492, 503, 606, 515]
appointment-entry	[267, 1401, 481, 1426]
entry-label: துணை அமைப்பாளர்கள் :	[267, 1103, 382, 1115]
entry-label: துணை அமைப்பாளர்கள் :	[42, 534, 163, 546]
entry-text: மு.காளீஸ்வரன், 22, மருதுபாண்டியன் நகர், 2–வது தெரு, நரிமேடு, மதுரை.	[42, 792, 257, 829]
section-heading-text: திருப்பரங்குன்றம் தெற்கு ஒன்றியம்	[49, 655, 248, 673]
section-heading	[42, 469, 256, 490]
appointment-entry	[717, 946, 932, 1047]
column	[262, 761, 487, 1567]
section-heading-text: தெற்குவாசல் பகுதி	[767, 1054, 882, 1072]
entry-text: பா.அஜித்குமார், 5/53, வடிவேலன் தெரு, மேல அனுப்பானடி, மதுரை.	[492, 880, 706, 904]
entry-label: அமைப்பாளர் :	[267, 694, 334, 706]
appointment-entry	[717, 1260, 932, 1361]
entry-label: துணை அமைப்பாளர்கள் :	[42, 1234, 154, 1246]
corner-mark: 3	[922, 1570, 933, 1581]
appointment-entry	[42, 1040, 256, 1179]
entry-text: ரா.ராம்பிரசாத், 52/34, மேதினால் 1–வது தெரு, ஆரப்பாளையம், மதுரை.	[267, 1075, 481, 1099]
appointment-entry	[267, 764, 481, 852]
appointment-entry	[492, 1232, 706, 1270]
appointment-entry	[42, 676, 256, 701]
entry-label: துணை அமைப்பாளர்கள் :	[42, 1391, 156, 1403]
entry-text: (1) விபின்குமார், நெல்லையப்பபுரம், திருநகர், மதுரை. (2) இ.கு. முத்துகணபதி கார்த்திகேயன், 459/ஏ–1, ஹார்விப்பட்டி திருப்பரங்குன்றம், மதுரை. (3) எம்.பாலாஜி, 31, நெல்லையப்பபுரம், பிரதான சாலை, திருநகர், மதுரை. (4) கா.அஜித்குமார், 1018, ராஜீவ் காந்தி முதல் தெரு, திருப்பரங்குன்றம், மதுரை. (5) மு.சின்னச்சாமி, பாம்பன் சுவாமி நகர், திருப்பரங்குன்றம், மதுரை. (6) செ.பாண்டியராஜன், 101–பி, ஹார்விப்பட்டி, திருப்பரங்குன்றம், மதுரை. (7) பா.அழகுகுமார், 6, இலக்குவனார் 2–வது குறுக்குத் தெரு, அவனியாபுரம், மதுரை.	[492, 76, 706, 239]
entry-label: துணை அமைப்பாளர்கள் :	[717, 1103, 832, 1115]
entry-label: அமைப்பாளர் :	[717, 1231, 783, 1243]
entry-label: அமைப்பாளர் :	[42, 1206, 110, 1218]
appointment-entry	[717, 230, 932, 268]
entry-text: (1) சரத்குமார், 13–பி, மேல வடம்போக்கித் தெரு, மதுரை. (2) சிஷ்ணு, 7, மதுரை. (3) சிஜுரா, 9/5, தெற்கு மாசி வீதி, மதுரை. (4) ஜ.முகம்மது அப்துல் ரஹ்மான், 55, ஹாஜிமார் தெரு, மதுரை. (5) ரா.பிரவீன்குமார், 121, 2–வது பிளாக், மதுரை. (6) க.கோபிநாத், 23, தமிழ்நாடு வீட்டு வசதி வாரியம், மதுரை.	[492, 1272, 707, 1360]
